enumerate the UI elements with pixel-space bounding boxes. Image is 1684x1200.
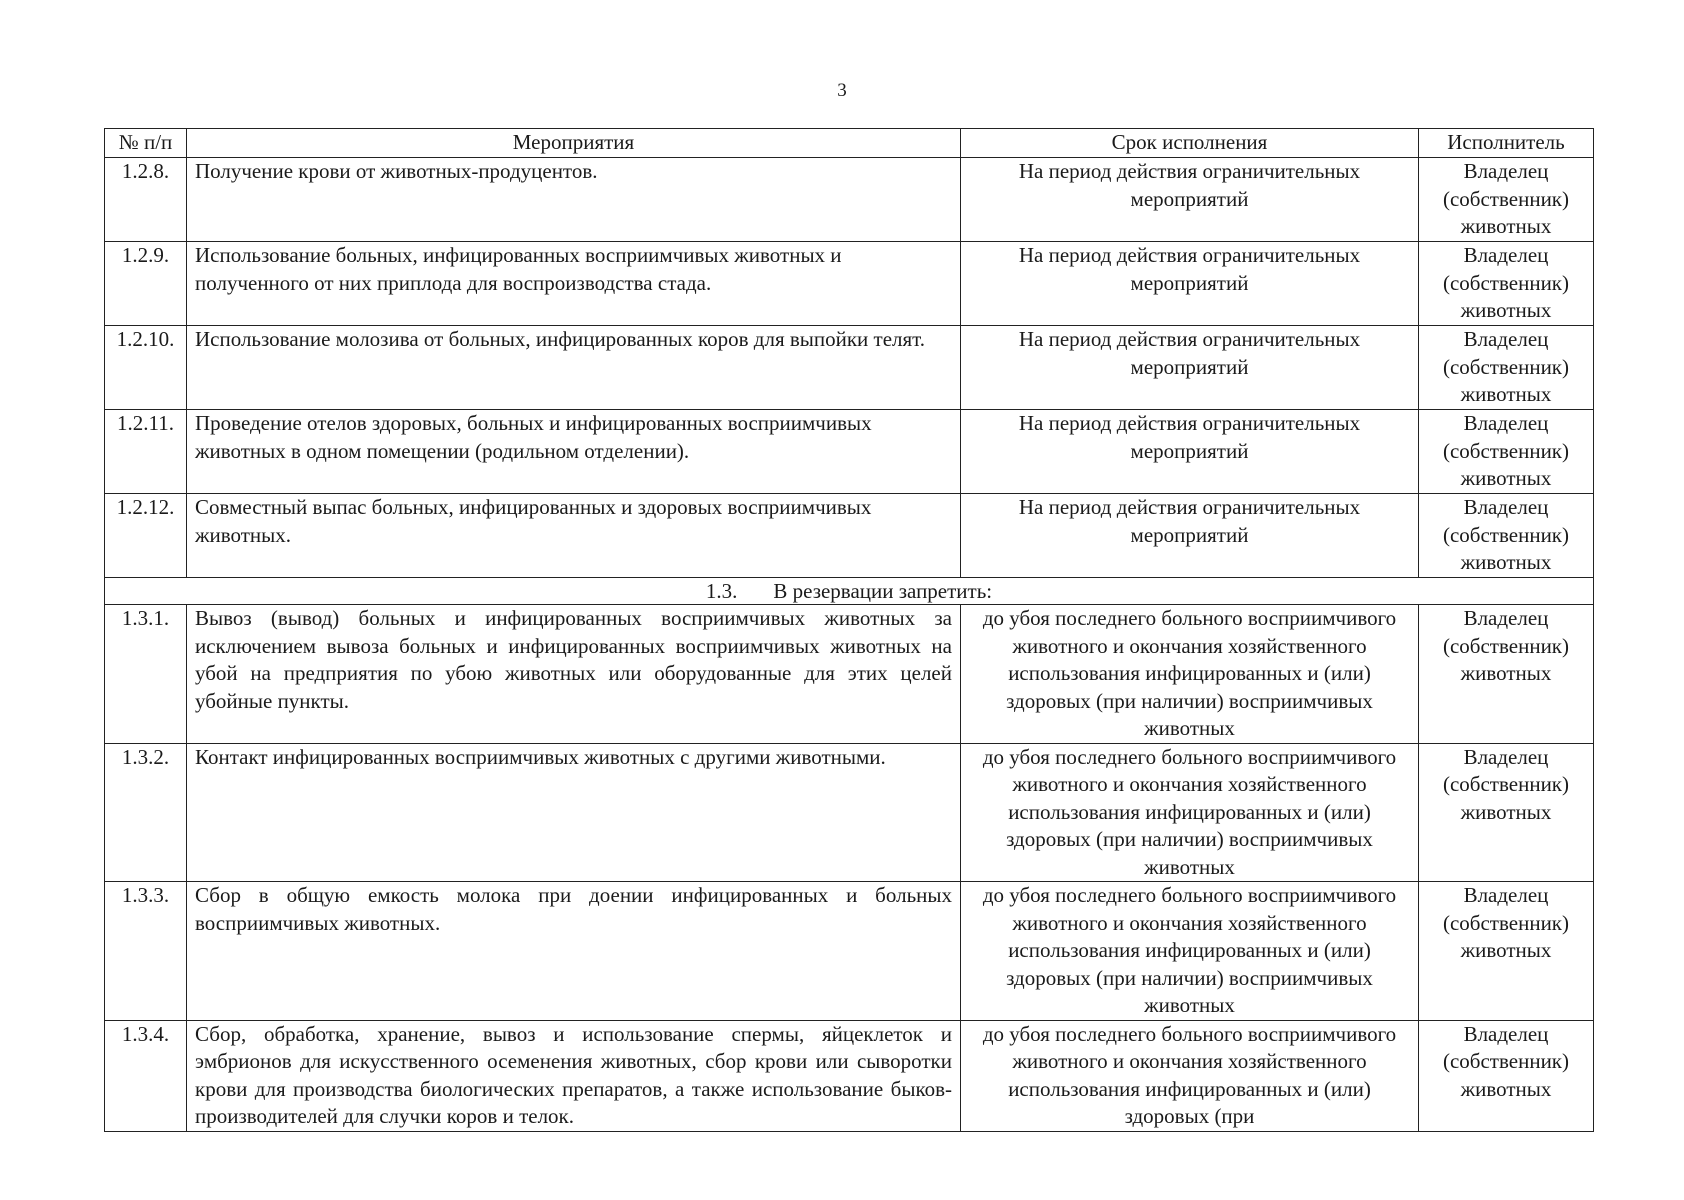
table-row [105,882,1594,1021]
row-executor: Владелец (собственник) животных [1419,605,1594,744]
row-term: до убоя последнего больного восприимчивого животного и окончания хозяйственного использования инфицированных и (или) здоровых (при наличии) восприимчивых животных [961,743,1419,882]
row-executor: Владелец (собственник) животных [1419,882,1594,1021]
row-executor: Владелец (собственник) животных [1419,410,1594,494]
row-term: На период действия ограничительных мероприятий [961,158,1419,242]
header-action: Мероприятия [187,129,961,158]
row-term: до убоя последнего больного восприимчивого животного и окончания хозяйственного использования инфицированных и (или) здоровых (при [961,1020,1419,1131]
row-action: Использование молозива от больных, инфицированных коров для выпойки телят. [187,326,961,410]
row-num: 1.2.9. [105,242,187,326]
section-title: В резервации запретить: [773,579,993,603]
row-term: На период действия ограничительных мероприятий [961,326,1419,410]
table-row [105,410,1594,494]
table-row [105,494,1594,578]
row-action: Использование больных, инфицированных восприимчивых животных и полученного от них приплода для воспроизводства стада. [187,242,961,326]
row-num: 1.3.2. [105,743,187,882]
row-term: до убоя последнего больного восприимчивого животного и окончания хозяйственного использования инфицированных и (или) здоровых (при наличии) восприимчивых животных [961,882,1419,1021]
header-term: Срок исполнения [961,129,1419,158]
header-num: № п/п [105,129,187,158]
table-row [105,743,1594,882]
row-num: 1.2.12. [105,494,187,578]
row-term: до убоя последнего больного восприимчивого животного и окончания хозяйственного использования инфицированных и (или) здоровых (при наличии) восприимчивых животных [961,605,1419,744]
row-executor: Владелец (собственник) животных [1419,1020,1594,1131]
table-row [105,242,1594,326]
row-action: Вывоз (вывод) больных и инфицированных восприимчивых животных за исключением вывоза больных и инфицированных восприимчивых животных на убой на предприятия по убою животных или оборудованные для этих целей убойные пункты. [187,605,961,744]
row-action: Сбор в общую емкость молока при доении инфицированных и больных восприимчивых животных. [187,882,961,1021]
row-num: 1.3.1. [105,605,187,744]
row-num: 1.3.3. [105,882,187,1021]
row-executor: Владелец (собственник) животных [1419,494,1594,578]
table-row [105,1020,1594,1131]
row-num: 1.2.10. [105,326,187,410]
row-action: Получение крови от животных-продуцентов. [187,158,961,242]
row-action: Совместный выпас больных, инфицированных и здоровых восприимчивых животных. [187,494,961,578]
section-row [105,578,1594,605]
measures-table [104,128,1594,1132]
table-row [105,605,1594,744]
row-num: 1.3.4. [105,1020,187,1131]
row-action: Сбор, обработка, хранение, вывоз и использование спермы, яйцеклеток и эмбрионов для искусственного осеменения животных, сбор крови или сыворотки крови для производства биологических препаратов, а также использование быков-производителей для случки коров и телок. [187,1020,961,1131]
row-term: На период действия ограничительных мероприятий [961,494,1419,578]
row-num: 1.2.11. [105,410,187,494]
row-term: На период действия ограничительных мероприятий [961,410,1419,494]
row-executor: Владелец (собственник) животных [1419,242,1594,326]
section-number: 1.3. [705,579,738,603]
row-term: На период действия ограничительных мероприятий [961,242,1419,326]
row-action: Проведение отелов здоровых, больных и инфицированных восприимчивых животных в одном помещении (родильном отделении). [187,410,961,494]
header-executor: Исполнитель [1419,129,1594,158]
row-action: Контакт инфицированных восприимчивых животных с другими животными. [187,743,961,882]
table-header-row [105,129,1594,158]
row-executor: Владелец (собственник) животных [1419,326,1594,410]
row-executor: Владелец (собственник) животных [1419,158,1594,242]
row-num: 1.2.8. [105,158,187,242]
table-row [105,158,1594,242]
row-executor: Владелец (собственник) животных [1419,743,1594,882]
table-row [105,326,1594,410]
section-heading [105,578,1594,605]
page-number: 3 [837,80,847,101]
